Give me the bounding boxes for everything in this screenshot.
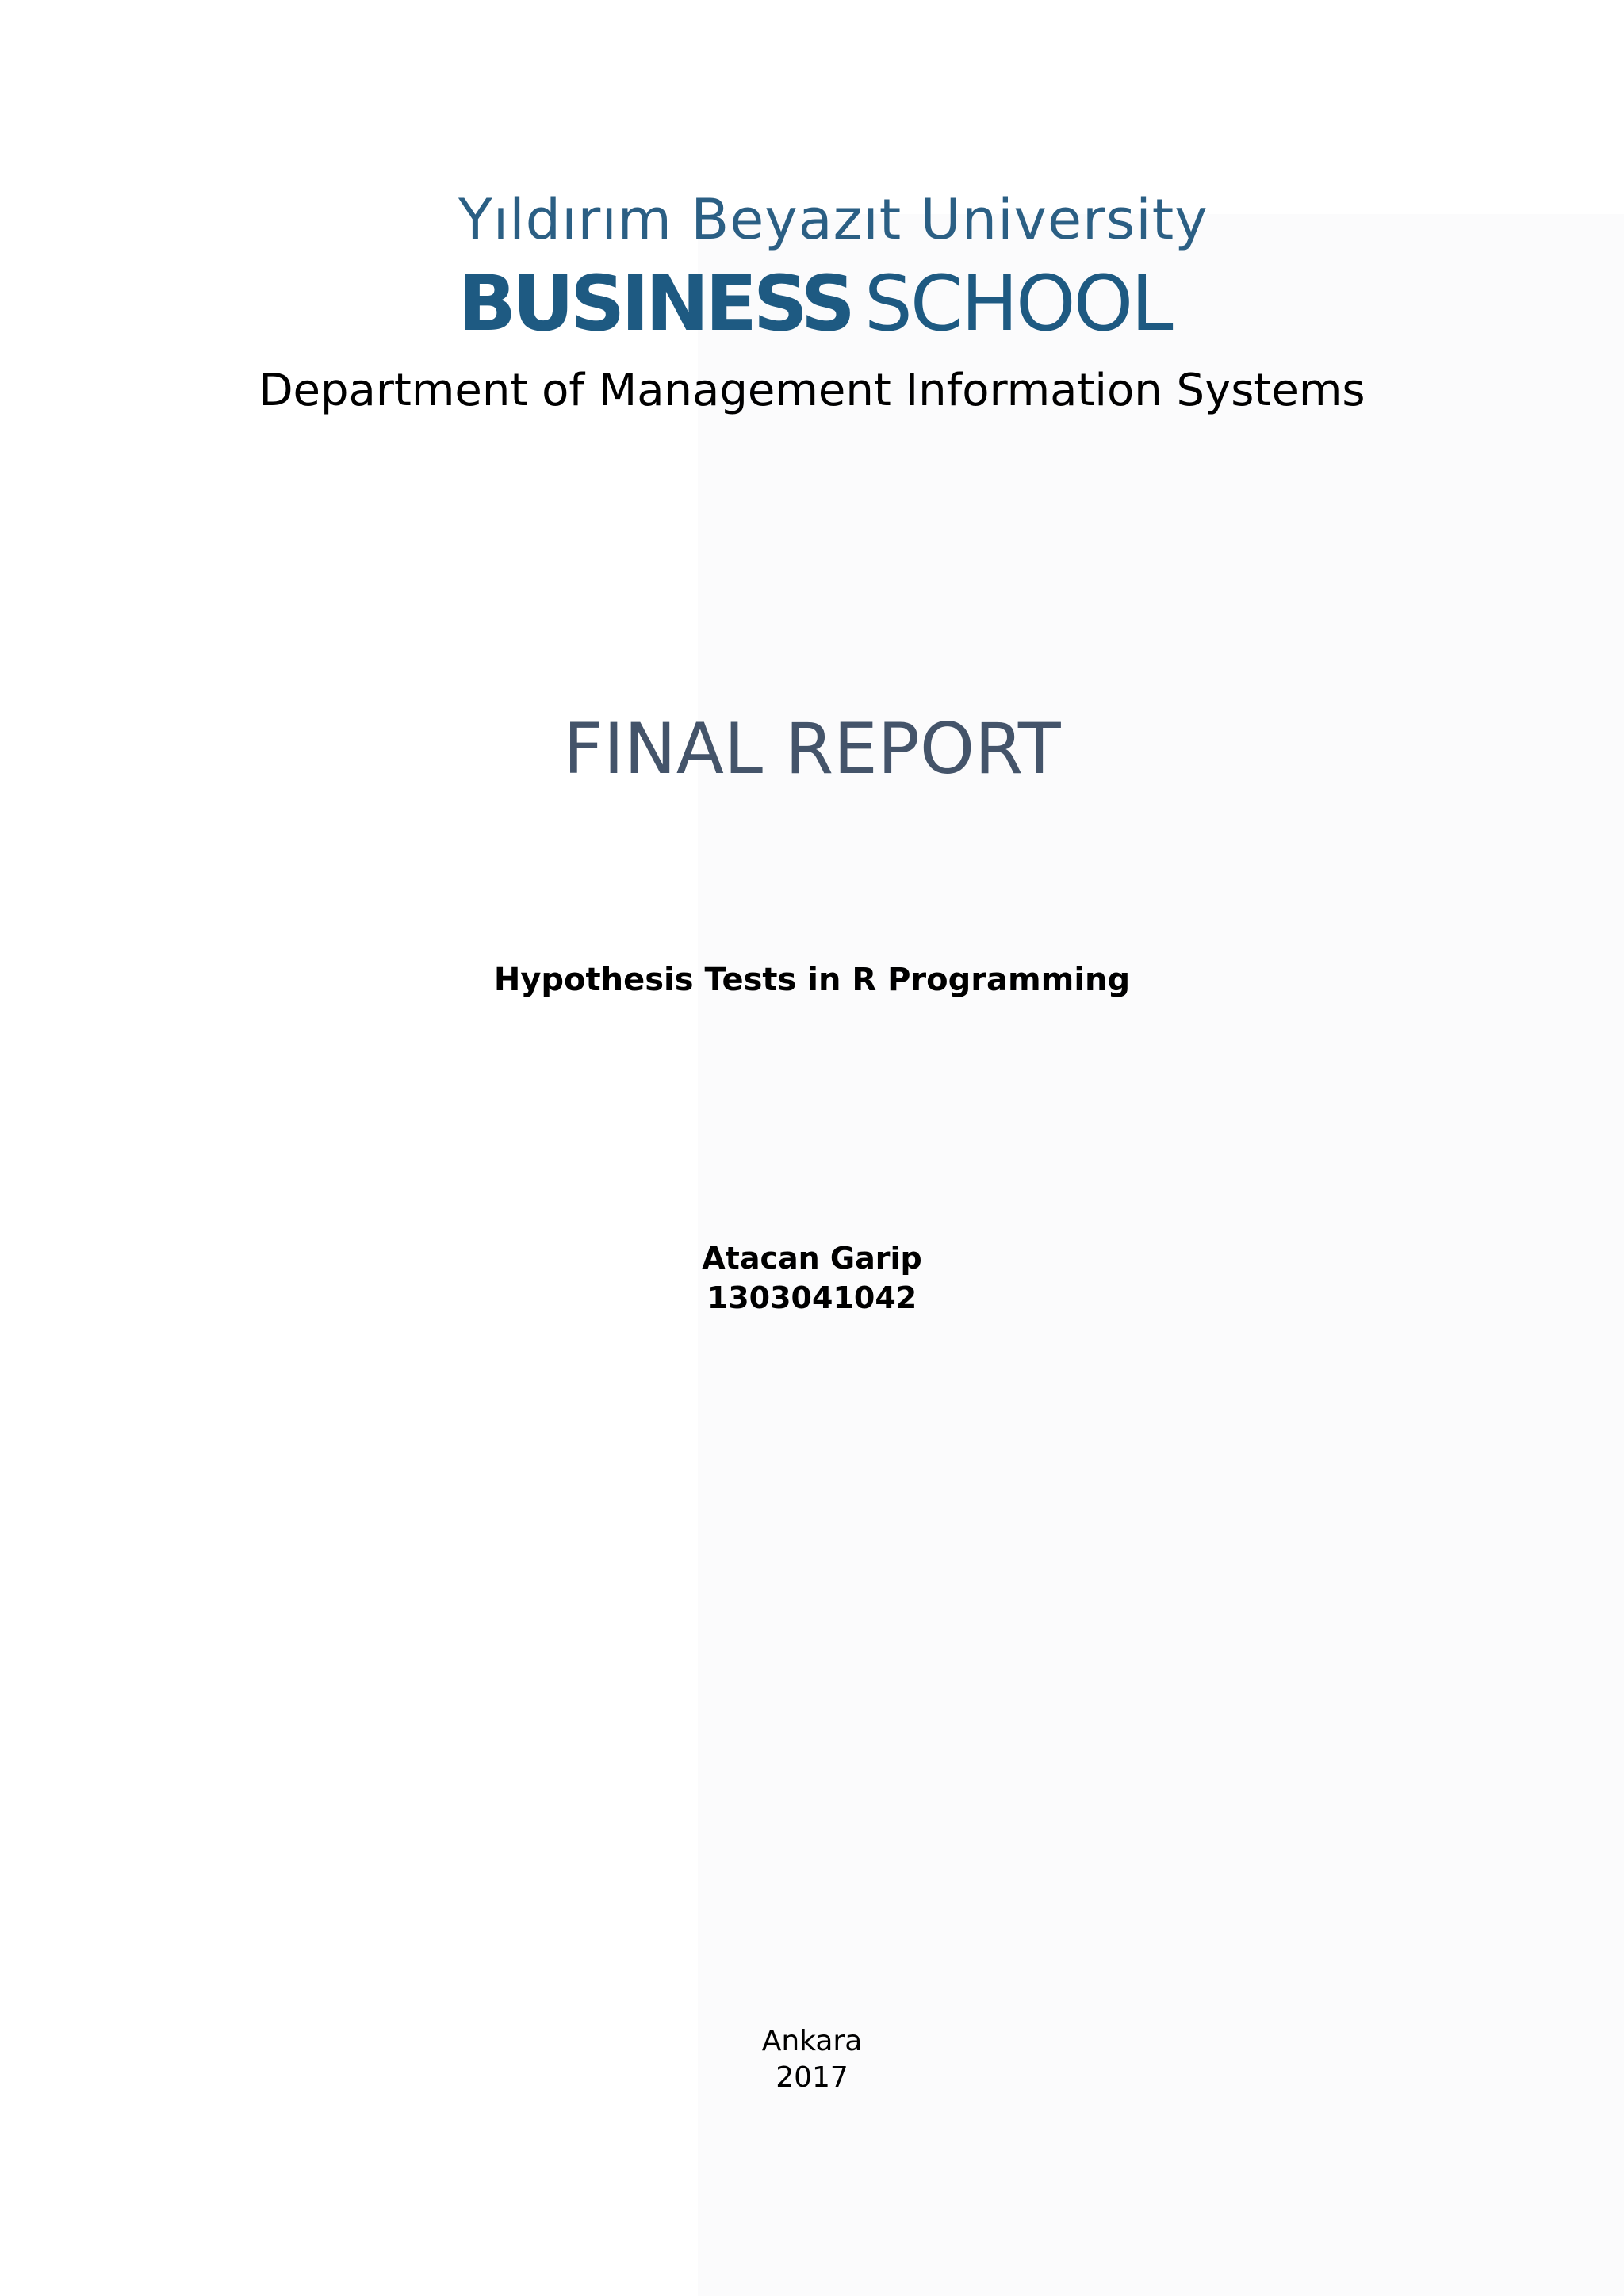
logo-university-name: Yıldırım Beyazıt University xyxy=(458,187,1208,252)
department-name: Department of Management Information Systems xyxy=(259,365,1365,416)
year: 2017 xyxy=(776,2061,848,2094)
author-name: Atacan Garip xyxy=(702,1241,922,1276)
student-id: 1303041042 xyxy=(707,1280,917,1315)
logo-school-bold: BUSINESS xyxy=(458,259,852,348)
report-title: FINAL REPORT xyxy=(563,708,1061,790)
report-subtitle: Hypothesis Tests in R Programming xyxy=(493,962,1131,998)
logo-school-light: SCHOOL xyxy=(864,259,1171,348)
university-logo xyxy=(458,184,1208,348)
city: Ankara xyxy=(761,2025,863,2057)
logo-school-name xyxy=(458,259,1171,348)
